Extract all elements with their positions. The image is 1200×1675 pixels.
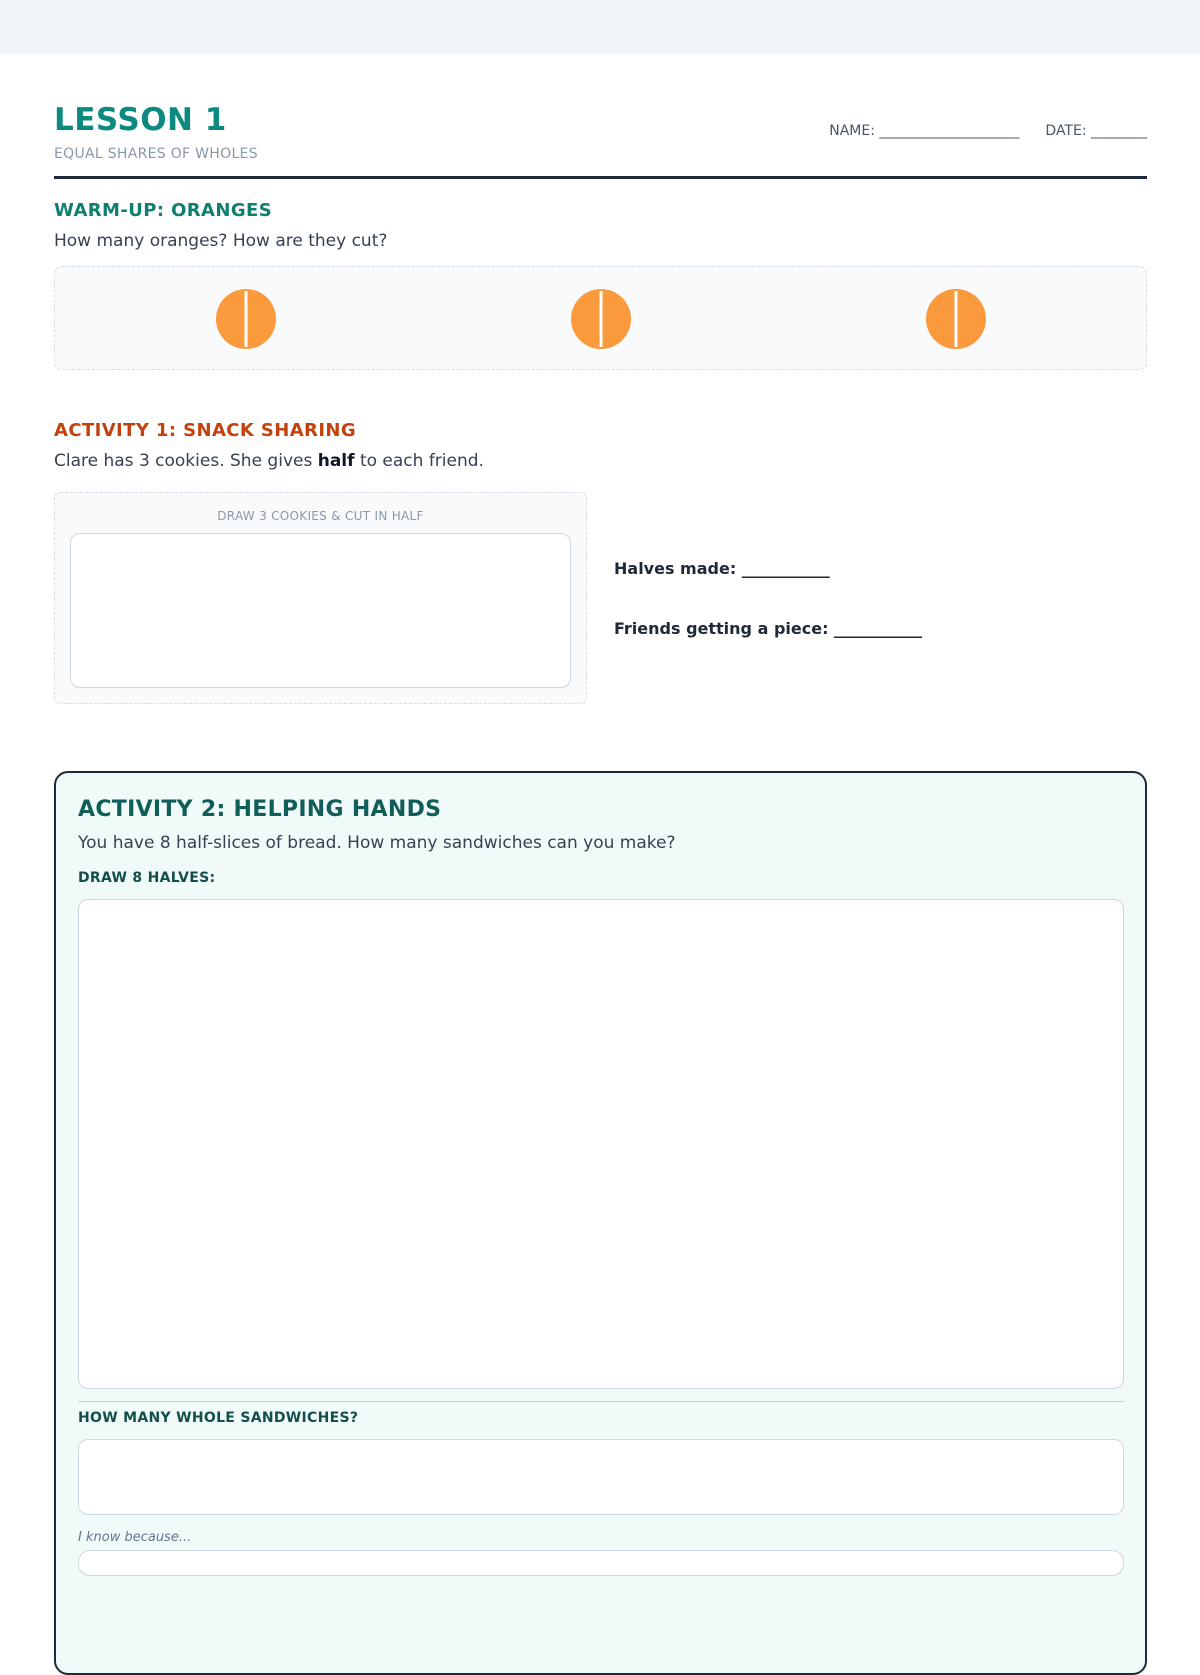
prompt-text: Clare has 3 cookies. She gives [54, 451, 318, 471]
lesson-title: LESSON 1 [54, 102, 227, 138]
whole-sandwiches-answer[interactable] [78, 1439, 1124, 1515]
orange-halved [216, 289, 276, 349]
activity1-title: ACTIVITY 1: SNACK SHARING [54, 420, 357, 441]
prompt-text-end: to each friend. [354, 451, 484, 471]
cookie-drawing-area[interactable] [70, 533, 571, 688]
name-field[interactable]: NAME: ____________________ [829, 123, 1020, 139]
halves-made-field[interactable]: Halves made: ___________ [614, 559, 830, 578]
friends-getting-piece-field[interactable]: Friends getting a piece: ___________ [614, 619, 923, 638]
orange-halved [571, 289, 631, 349]
warmup-title: WARM-UP: ORANGES [54, 200, 273, 221]
whole-sandwiches-label: HOW MANY WHOLE SANDWICHES? [78, 1410, 359, 1426]
activity1-prompt [54, 451, 484, 471]
draw-halves-label: DRAW 8 HALVES: [78, 870, 216, 886]
student-meta [829, 123, 1147, 139]
top-bar [0, 0, 1200, 54]
prompt-emphasis: half [317, 451, 355, 471]
worksheet-header [54, 54, 1147, 179]
date-field[interactable]: DATE: ________ [1045, 123, 1147, 139]
cookie-drawing-caption: DRAW 3 COOKIES & CUT IN HALF [217, 509, 424, 523]
halves-drawing-area[interactable] [78, 899, 1124, 1389]
activity2-card [54, 771, 1147, 1675]
oranges-display [54, 266, 1147, 370]
activity2-prompt: You have 8 half-slices of bread. How many sandwiches can you make? [78, 833, 676, 853]
orange-halved [926, 289, 986, 349]
reasoning-input[interactable] [78, 1550, 1124, 1576]
lesson-subtitle: EQUAL SHARES OF WHOLES [54, 146, 258, 162]
reasoning-label: I know because... [78, 1530, 192, 1545]
cookie-drawing-panel [54, 492, 587, 704]
section-divider [78, 1401, 1124, 1402]
warmup-prompt: How many oranges? How are they cut? [54, 231, 388, 251]
activity2-title: ACTIVITY 2: HELPING HANDS [78, 797, 442, 822]
